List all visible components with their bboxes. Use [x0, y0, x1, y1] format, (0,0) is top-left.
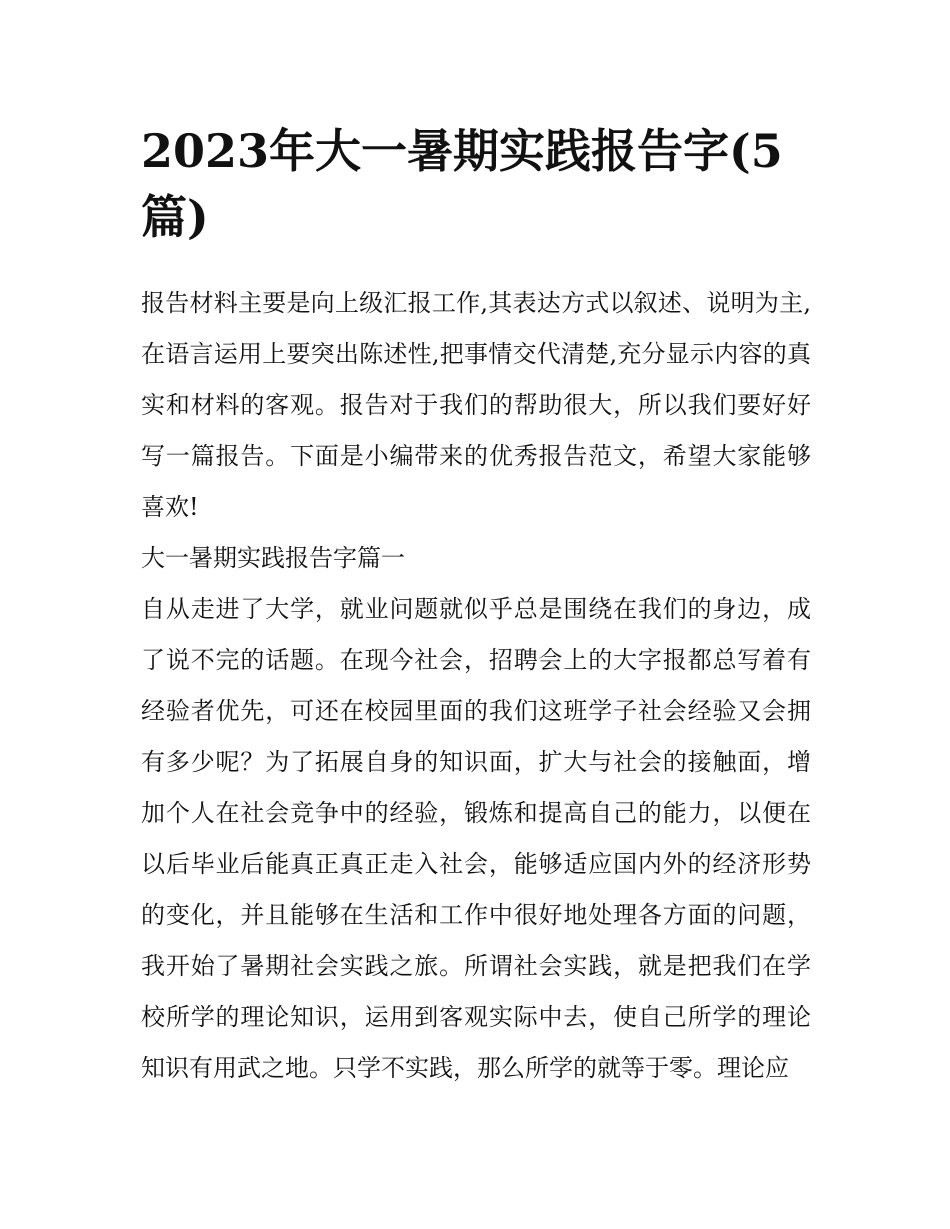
intro-paragraph: 报告材料主要是向上级汇报工作,其表达方式以叙述、说明为主,在语言运用上要突出陈述性,把事情交代清楚,充分显示内容的真实和材料的客观。报告对于我们的帮助很大，所以我们要好好写一篇报告。下面是小编带来的优秀报告范文，希望大家能够喜欢!	[141, 289, 811, 521]
document-title: 2023年大一暑期实践报告字(5篇)	[141, 124, 783, 244]
section-heading: 大一暑期实践报告字篇一	[141, 544, 405, 572]
body-paragraph: 自从走进了大学，就业问题就似乎总是围绕在我们的身边，成了说不完的话题。在现今社会，招聘会上的大字报都总写着有经验者优先，可还在校园里面的我们这班学子社会经验又会拥有多少呢？为了拓展自身的知识面，扩大与社会的接触面，增加个人在社会竞争中的经验，锻炼和提高自己的能力，以便在以后毕业后能真正真正走入社会，能够适应国内外的经济形势的变化，并且能够在生活和工作中很好地处理各方面的问题，我开始了暑期社会实践之旅。所谓社会实践，就是把我们在学校所学的理论知识，运用到客观实际中去，使自己所学的理论知识有用武之地。只学不实践，那么所学的就等于零。理论应	[141, 595, 811, 1082]
document-page	[141, 118, 811, 1094]
